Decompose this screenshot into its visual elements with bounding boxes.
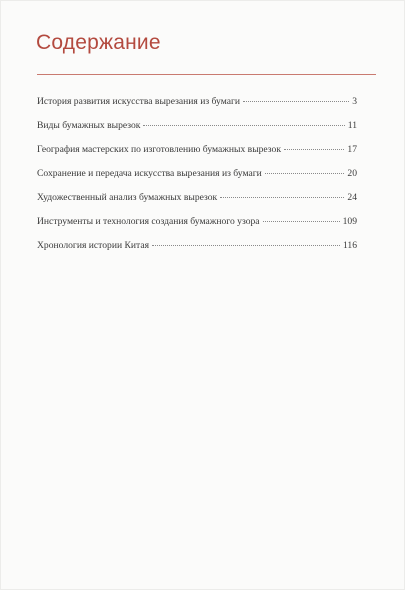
toc-entry-history [37,96,357,120]
toc-entry-title: История развития искусства вырезания из бумаги [37,96,241,107]
dot-leader [284,149,344,150]
toc-title: Содержание [36,31,161,54]
toc-page-number: 11 [347,120,357,131]
toc-entry-analysis [37,192,357,216]
toc-page-number: 17 [347,144,357,155]
toc-list [37,96,357,264]
toc-entry-types [37,120,357,144]
toc-entry-title: География мастерских по изготовлению бумажных вырезок [37,144,281,155]
dot-leader [263,221,340,222]
title-divider [37,74,376,75]
toc-entry-tools [37,216,357,240]
toc-page-number: 116 [342,240,357,251]
toc-page-number: 3 [352,96,357,107]
dot-leader [143,125,344,126]
toc-entry-preservation [37,168,357,192]
toc-entry-chronology [37,240,357,264]
toc-page-number: 109 [342,216,357,227]
toc-entry-geography [37,144,357,168]
dot-leader [152,245,340,246]
dot-leader [265,173,345,174]
toc-page-number: 24 [347,192,357,203]
toc-entry-title: Хронология истории Китая [37,240,150,251]
dot-leader [220,197,344,198]
toc-entry-title: Виды бумажных вырезок [37,120,141,131]
toc-entry-title: Художественный анализ бумажных вырезок [37,192,218,203]
toc-entry-title: Инструменты и технология создания бумажного узора [37,216,260,227]
toc-entry-title: Сохранение и передача искусства вырезания из бумаги [37,168,262,179]
dot-leader [243,101,349,102]
toc-page-number: 20 [347,168,357,179]
